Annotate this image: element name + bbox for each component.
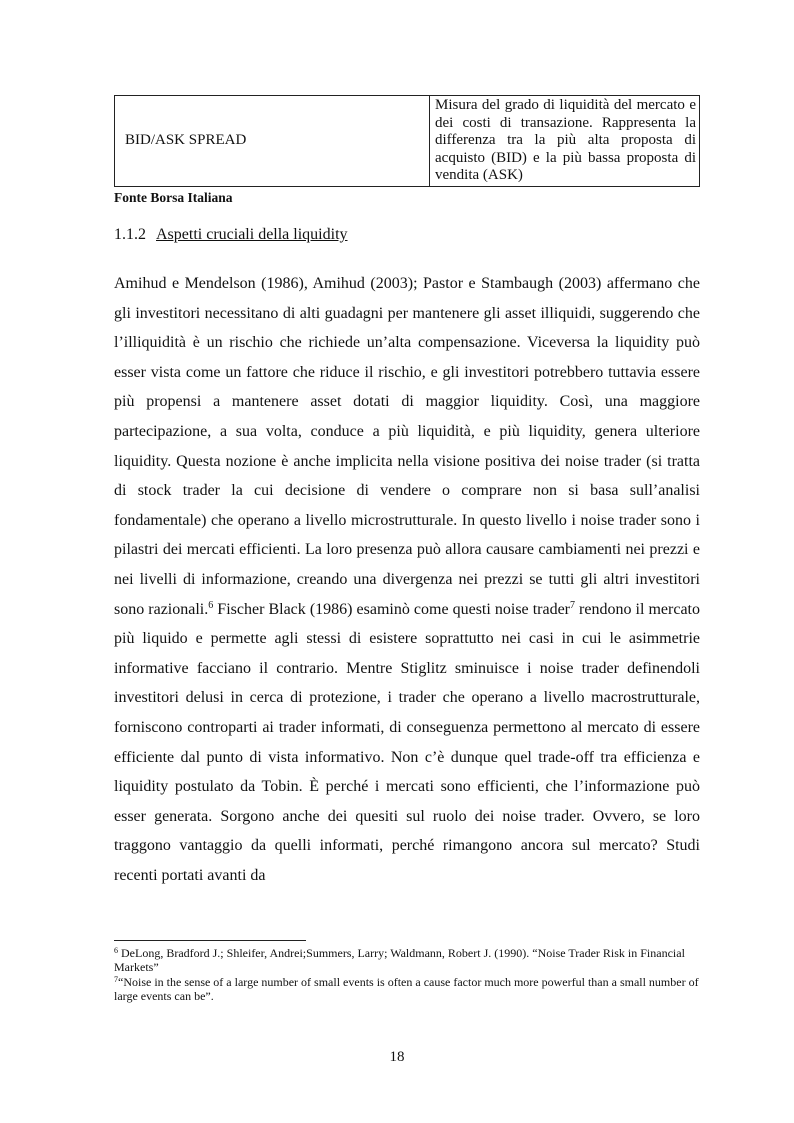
table-row (115, 96, 700, 187)
table-term-cell: BID/ASK SPREAD (115, 96, 430, 187)
paragraph-text-part-1: Amihud e Mendelson (1986), Amihud (2003); Pastor e Stambaugh (2003) affermano che gli investitori necessitano di alti guadagni per mantenere gli asset illiquidi, suggerendo che l’illiquidità è un rischio che richiede un’alta compensazione. Viceversa la liquidity può esser vista come un fattore che riduce il rischio, e gli investitori potrebbero tuttavia essere più propensi a mantenere asset dotati di maggior liquidity. Così, una maggiore partecipazione, a sua volta, conduce a più liquidità, e più liquidity, genera ulteriore liquidity. Questa nozione è anche implicita nella visione positiva dei noise trader (si tratta di stock trader la cui decisione di vendere o comprare non si basa sull’analisi fondamentale) che operano a livello microstrutturale. In questo livello i noise trader sono i pilastri dei mercati efficienti. La loro presenza può allora causare cambiamenti nei prezzi e nei livelli di informazione, creando una divergenza nei prezzi se tutti gli altri investitori sono razionali. (114, 275, 700, 618)
section-heading (114, 226, 348, 244)
table-description-cell: Misura del grado di liquidità del mercato e dei costi di transazione. Rappresenta la differenza tra la più alta proposta di acquisto (BID) e la più bassa proposta di vendita (ASK) (430, 96, 700, 187)
paragraph-text-part-3: rendono il mercato più liquido e permette agli stessi di esistere soprattutto nei casi in cui le asimmetrie informative facciano il contrario. Mentre Stiglitz sminuisce i noise trader definendoli investitori delusi in cerca di protezione, i trader che operano a livello macrostrutturale, forniscono controparti ai trader informati, di conseguenza permettono al mercato di essere efficiente dal punto di vista informativo. Non c’è dunque quel trade-off tra efficienza e liquidity postulato da Tobin. È perché i mercati sono efficienti, che l’informazione può esser generata. Sorgono anche dei quesiti sul ruolo dei noise trader. Ovvero, se loro traggono vantaggio da quelli informati, perché rimangono ancora sul mercato? Studi recenti portati avanti da (114, 600, 700, 884)
body-paragraph (114, 269, 700, 890)
footnote (114, 975, 700, 1003)
page-number: 18 (389, 1049, 405, 1065)
footnote-text: “Noise in the sense of a large number of small events is often a cause factor much more powerful than a small number of large events can be”. (114, 975, 699, 1003)
footnote (114, 946, 700, 974)
footnote-reference: 7 (570, 599, 575, 611)
section-title: Aspetti cruciali della liquidity (156, 226, 348, 243)
footnote-number: 6 (114, 946, 118, 955)
footnote-separator (114, 940, 306, 941)
footnote-number: 7 (114, 975, 118, 984)
footnote-text: DeLong, Bradford J.; Shleifer, Andrei;Summers, Larry; Waldmann, Robert J. (1990). “Noise Trader Risk in Financial Markets” (114, 946, 685, 974)
body-text (114, 269, 700, 890)
table-source-caption: Fonte Borsa Italiana (114, 190, 233, 205)
paragraph-text-part-2: Fischer Black (1986) esaminò come questi noise trader (213, 600, 570, 618)
definition-table (114, 95, 700, 187)
section-number: 1.1.2 (114, 226, 146, 243)
footnotes (114, 946, 700, 1004)
footnote-reference: 6 (208, 599, 214, 611)
